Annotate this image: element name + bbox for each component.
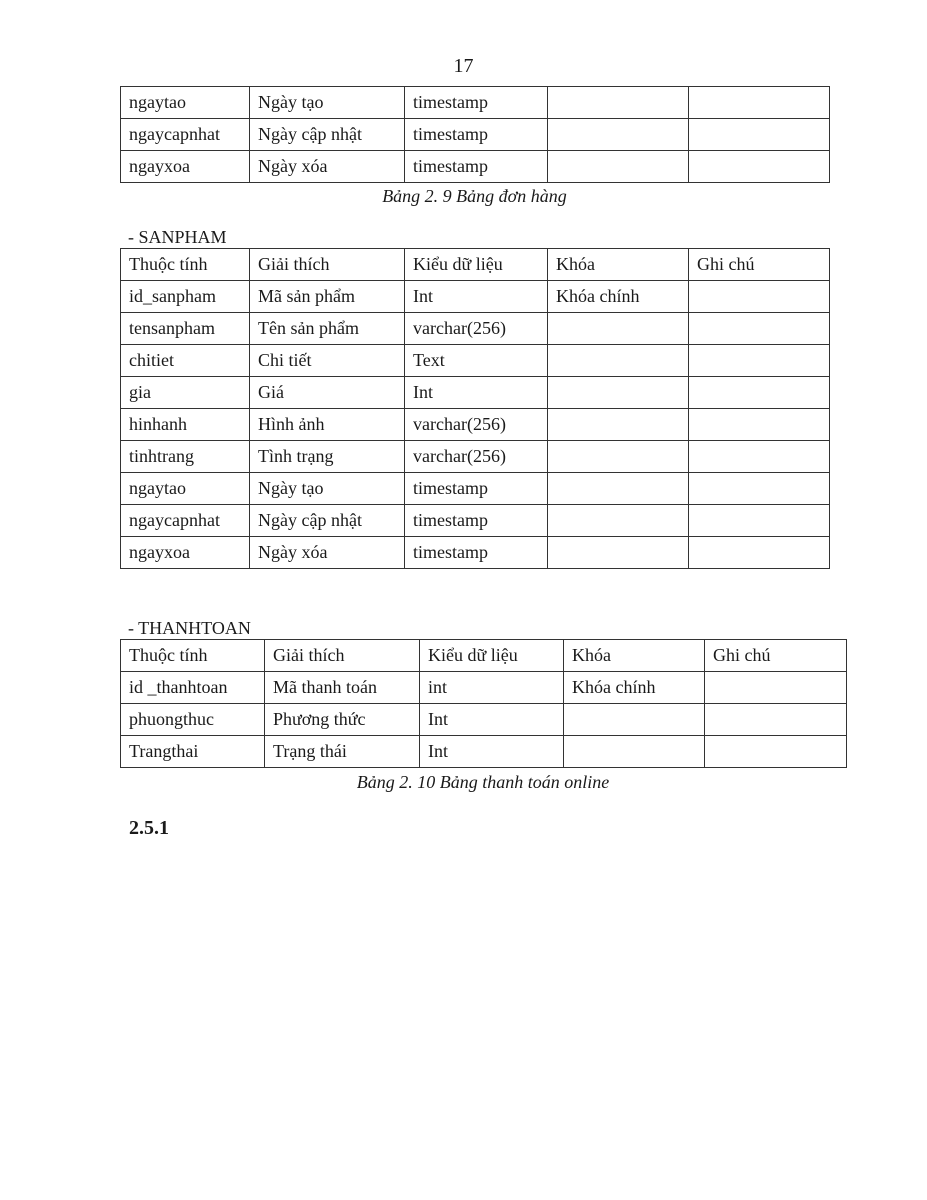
table-header-cell: Khóa [564, 640, 705, 672]
section-label-sanpham: - SANPHAM [128, 227, 227, 247]
table-header-cell: Khóa [548, 249, 689, 281]
table-cell: ngayxoa [121, 537, 250, 569]
table-row [121, 704, 847, 736]
table-cell: Ngày tạo [250, 87, 405, 119]
table-cell: Trạng thái [265, 736, 420, 768]
table-cell: hinhanh [121, 409, 250, 441]
table-cell [689, 537, 830, 569]
table-cell [548, 473, 689, 505]
table-cell: id_sanpham [121, 281, 250, 313]
table-cell [689, 505, 830, 537]
table-header-row [121, 640, 847, 672]
table-cell [689, 281, 830, 313]
table-cell: Int [420, 704, 564, 736]
table-cell [689, 409, 830, 441]
table-row [121, 151, 830, 183]
table-cell: ngayxoa [121, 151, 250, 183]
table-cell: Int [405, 377, 548, 409]
table-cell: phuongthuc [121, 704, 265, 736]
table-cell [689, 345, 830, 377]
table-cell: int [420, 672, 564, 704]
caption-table-2-10: Bảng 2. 10 Bảng thanh toán online [356, 772, 610, 792]
table-cell [705, 704, 847, 736]
table-cell [689, 87, 830, 119]
table-row [121, 377, 830, 409]
table-cell: varchar(256) [405, 313, 548, 345]
table-cell: Phương thức [265, 704, 420, 736]
table-header-cell: Thuộc tính [121, 640, 265, 672]
table-header-cell: Thuộc tính [121, 249, 250, 281]
table-cell: Trangthai [121, 736, 265, 768]
table-cell: timestamp [405, 87, 548, 119]
table-row [121, 537, 830, 569]
table-cell: varchar(256) [405, 409, 548, 441]
table-cell: Int [420, 736, 564, 768]
table-cell [548, 119, 689, 151]
table-cell [689, 473, 830, 505]
table-cell [705, 672, 847, 704]
table-cell: timestamp [405, 119, 548, 151]
table-cell: Khóa chính [564, 672, 705, 704]
table-cell: Int [405, 281, 548, 313]
table-row [121, 345, 830, 377]
sanpham-table [120, 248, 830, 569]
table-row [121, 87, 830, 119]
table-cell [689, 119, 830, 151]
caption-table-2-9: Bảng 2. 9 Bảng đơn hàng [382, 186, 567, 206]
table-cell: Ngày cập nhật [250, 119, 405, 151]
table-cell: timestamp [405, 151, 548, 183]
table-row [121, 281, 830, 313]
table-cell [564, 736, 705, 768]
table-header-cell: Kiểu dữ liệu [420, 640, 564, 672]
table-cell: Ngày xóa [250, 537, 405, 569]
table-cell: Hình ảnh [250, 409, 405, 441]
table-cell [548, 377, 689, 409]
table-cell [548, 537, 689, 569]
table-cell [548, 409, 689, 441]
table-header-cell: Ghi chú [689, 249, 830, 281]
table-header-row [121, 249, 830, 281]
table-cell [689, 377, 830, 409]
table-cell: ngaytao [121, 87, 250, 119]
table-cell: Khóa chính [548, 281, 689, 313]
table-cell: Ngày tạo [250, 473, 405, 505]
table-cell [689, 313, 830, 345]
table-cell: tensanpham [121, 313, 250, 345]
table-cell [564, 704, 705, 736]
table-cell: Giá [250, 377, 405, 409]
table-cell: timestamp [405, 473, 548, 505]
table-cell: Mã thanh toán [265, 672, 420, 704]
thanhtoan-table [120, 639, 847, 768]
table-cell [548, 313, 689, 345]
table-cell [689, 441, 830, 473]
table-cell: ngaycapnhat [121, 505, 250, 537]
orders-table-continued [120, 86, 830, 183]
table-row [121, 672, 847, 704]
table-row [121, 409, 830, 441]
table-cell: varchar(256) [405, 441, 548, 473]
table-cell: Chi tiết [250, 345, 405, 377]
table-cell: Mã sản phẩm [250, 281, 405, 313]
table-cell [548, 87, 689, 119]
table-cell: Ngày xóa [250, 151, 405, 183]
table-row [121, 441, 830, 473]
table-cell: timestamp [405, 537, 548, 569]
table-cell: Tên sản phẩm [250, 313, 405, 345]
table-cell: ngaycapnhat [121, 119, 250, 151]
table-cell: tinhtrang [121, 441, 250, 473]
table-row [121, 313, 830, 345]
table-cell: timestamp [405, 505, 548, 537]
table-cell [548, 151, 689, 183]
table-cell [689, 151, 830, 183]
section-heading-2-5-1: 2.5.1 [129, 817, 169, 839]
table-cell: Text [405, 345, 548, 377]
table-cell [548, 441, 689, 473]
table-cell: gia [121, 377, 250, 409]
table-row [121, 505, 830, 537]
table-header-cell: Giải thích [265, 640, 420, 672]
table-header-cell: Ghi chú [705, 640, 847, 672]
table-header-cell: Kiểu dữ liệu [405, 249, 548, 281]
table-cell: Ngày cập nhật [250, 505, 405, 537]
table-cell [548, 345, 689, 377]
table-cell [548, 505, 689, 537]
page-number: 17 [453, 55, 474, 77]
table-cell [705, 736, 847, 768]
table-cell: id _thanhtoan [121, 672, 265, 704]
table-row [121, 119, 830, 151]
section-label-thanhtoan: - THANHTOAN [128, 618, 251, 638]
table-cell: Tình trạng [250, 441, 405, 473]
table-header-cell: Giải thích [250, 249, 405, 281]
table-row [121, 473, 830, 505]
table-cell: ngaytao [121, 473, 250, 505]
table-cell: chitiet [121, 345, 250, 377]
table-row [121, 736, 847, 768]
